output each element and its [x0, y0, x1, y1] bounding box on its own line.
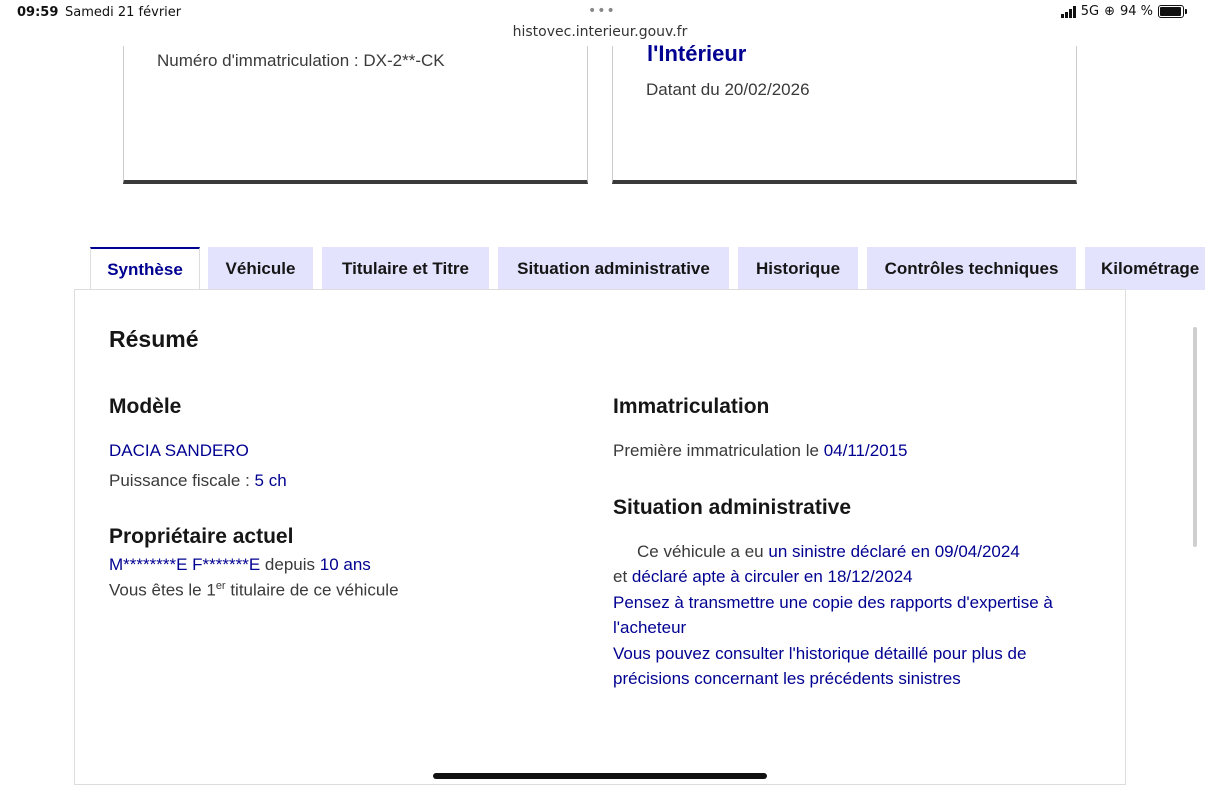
status-bar	[0, 0, 1200, 46]
titulaire-line	[109, 580, 399, 601]
owner-name: M********E F*******E	[109, 555, 261, 574]
signal-icon	[1061, 6, 1076, 18]
url-bar[interactable]: histovec.interieur.gouv.fr	[512, 24, 688, 40]
ministry-card	[612, 41, 1077, 184]
first-registration-date: 04/11/2015	[823, 441, 908, 460]
tab-titulaire[interactable]: Titulaire et Titre	[322, 247, 489, 290]
synthese-panel	[74, 289, 1126, 785]
resume-title: Résumé	[109, 326, 199, 352]
model-name: DACIA SANDERO	[109, 441, 249, 460]
network-label: 5G	[1080, 4, 1100, 19]
tab-situation-administrative[interactable]: Situation administrative	[498, 247, 729, 290]
registration-card	[123, 46, 588, 184]
status-date: Samedi 21 février	[65, 5, 182, 20]
registration-number: Numéro d'immatriculation : DX-2**-CK	[157, 51, 445, 70]
location-icon: ⊕	[1104, 4, 1115, 19]
apte-line	[613, 567, 913, 587]
status-indicators	[1061, 4, 1184, 19]
tab-vehicule[interactable]: Véhicule	[208, 247, 313, 290]
sinistre-line	[637, 542, 1020, 562]
battery-icon	[1158, 5, 1184, 18]
battery-percent: 94 %	[1119, 4, 1153, 19]
tab-bar	[90, 247, 1200, 290]
historique-advice-line2[interactable]: précisions concernant les précédents sinistres	[613, 669, 961, 688]
puissance-label: Puissance fiscale :	[109, 471, 255, 490]
historique-advice-line1[interactable]: Vous pouvez consulter l'historique détaillé pour plus de	[613, 644, 1027, 663]
apte-link[interactable]: déclaré apte à circuler en 18/12/2024	[631, 567, 913, 586]
titulaire-sup: er	[215, 580, 226, 592]
apte-prefix: et	[613, 567, 632, 586]
tab-kilometrage[interactable]: Kilométrage	[1085, 247, 1205, 290]
expertise-advice-line1: Pensez à transmettre une copie des rapports d'expertise à	[613, 593, 1053, 612]
modele-heading: Modèle	[109, 395, 182, 418]
report-date: Datant du 20/02/2026	[646, 80, 810, 99]
more-dots-icon[interactable]: •••	[588, 3, 616, 19]
expertise-advice-line2: l'acheteur	[613, 618, 687, 637]
titulaire-prefix: Vous êtes le 1	[109, 580, 216, 600]
puissance-value: 5 ch	[254, 471, 287, 490]
situation-heading: Situation administrative	[613, 496, 852, 519]
proprietaire-heading: Propriétaire actuel	[109, 525, 294, 548]
depuis-label: depuis	[260, 555, 320, 574]
titulaire-suffix: titulaire de ce véhicule	[225, 580, 399, 600]
scrollbar[interactable]	[1193, 327, 1197, 547]
first-registration-label: Première immatriculation le	[613, 441, 824, 460]
tab-historique[interactable]: Historique	[738, 247, 858, 290]
ministry-title: l'Intérieur	[647, 41, 747, 66]
depuis-value: 10 ans	[319, 555, 371, 574]
puissance-fiscale	[109, 471, 287, 491]
tab-synthese[interactable]: Synthèse	[90, 247, 200, 291]
status-time: 09:59	[17, 5, 59, 20]
home-indicator[interactable]	[433, 773, 767, 779]
sinistre-prefix: Ce véhicule a eu	[637, 542, 769, 561]
tab-controles-techniques[interactable]: Contrôles techniques	[867, 247, 1076, 290]
immatriculation-heading: Immatriculation	[613, 395, 770, 418]
sinistre-link[interactable]: un sinistre déclaré en 09/04/2024	[768, 542, 1020, 561]
first-registration	[613, 441, 908, 461]
owner-line	[109, 555, 371, 575]
